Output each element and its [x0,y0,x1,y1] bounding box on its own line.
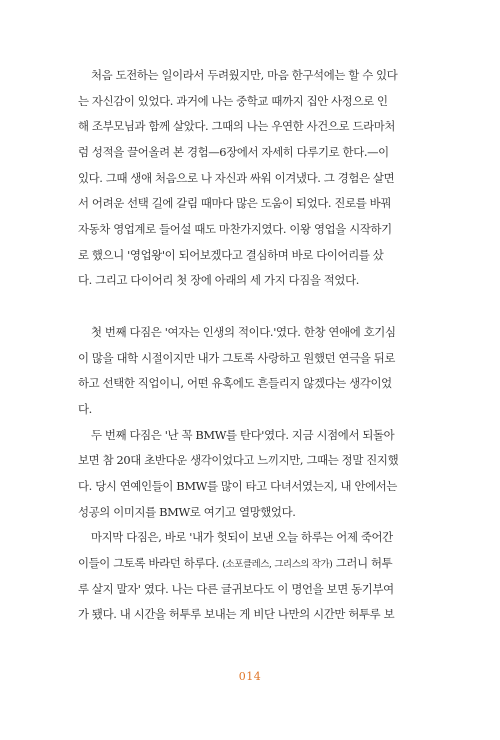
text-span: 그러니 허투 [332,556,393,570]
text-line: 성공의 이미지를 BMW로 여기고 열망했었다. [78,505,296,519]
text-line: 보면 참 20대 초반다운 생각이었다고 느끼지만, 그때는 정말 진지했 [78,453,399,467]
page-number: 014 [238,670,262,683]
text-line: 루 살지 말자' 였다. 나는 다른 글귀보다도 이 명언을 보면 동기부여 [78,582,394,596]
text-line: 있다. 그때 생애 처음으로 나 자신과 싸워 이겨냈다. 그 경험은 살면 [78,171,395,185]
text-line: 자동차 영업계로 들어설 때도 마찬가지였다. 이왕 영업을 시작하기 [78,222,392,236]
text-line: 럼 성적을 끌어올려 본 경험—6장에서 자세히 다루기로 한다.—이 [78,145,389,159]
text-line: 로 했으니 '영업왕'이 되어보겠다고 결심하며 바로 다이어리를 샀 [78,248,384,262]
text-line: 는 자신감이 있었다. 과거에 나는 중학교 때까지 집안 사정으로 인 [78,94,388,108]
text-line: 하고 선택한 직업이니, 어떤 유혹에도 흔들리지 않겠다는 생각이었 [78,376,392,390]
text-line: 해 조부모님과 함께 살았다. 그때의 나는 우연한 사건으로 드라마처 [78,119,396,133]
text-line: 가 됐다. 내 시간을 허투루 보내는 게 비단 나만의 시간만 허투루 보 [78,607,395,621]
text-line: 다. [78,402,92,416]
citation: (소포클레스, 그리스의 작가) [222,559,333,570]
text-line: 두 번째 다짐은 '난 꼭 BMW를 탄다'였다. 지금 시점에서 되돌아 [91,428,395,442]
text-line: 마지막 다짐은, 바로 '내가 헛되이 보낸 오늘 하루는 어제 죽어간 [91,530,393,544]
text-line: 다. 당시 연예인들이 BMW를 많이 타고 다녀서였는지, 내 안에서는 [78,479,398,493]
text-line: 이 많을 대학 시절이지만 내가 그토록 사랑하고 원했던 연극을 뒤로 [78,351,396,365]
text-line: 다. 그리고 다이어리 첫 장에 아래의 세 가지 다짐을 적었다. [78,273,360,287]
text-line: 처음 도전하는 일이라서 두려웠지만, 마음 한구석에는 할 수 있다 [91,68,398,82]
text-line: 첫 번째 다짐은 '여자는 인생의 적이다.'였다. 한창 연애에 호기심 [91,325,396,339]
text-span: 이들이 그토록 바라던 하루다. [78,556,219,570]
text-line: 서 어려운 선택 길에 갈림 때마다 많은 도움이 되었다. 진로를 바꿔 [78,196,391,210]
text-line-with-citation [78,556,424,572]
